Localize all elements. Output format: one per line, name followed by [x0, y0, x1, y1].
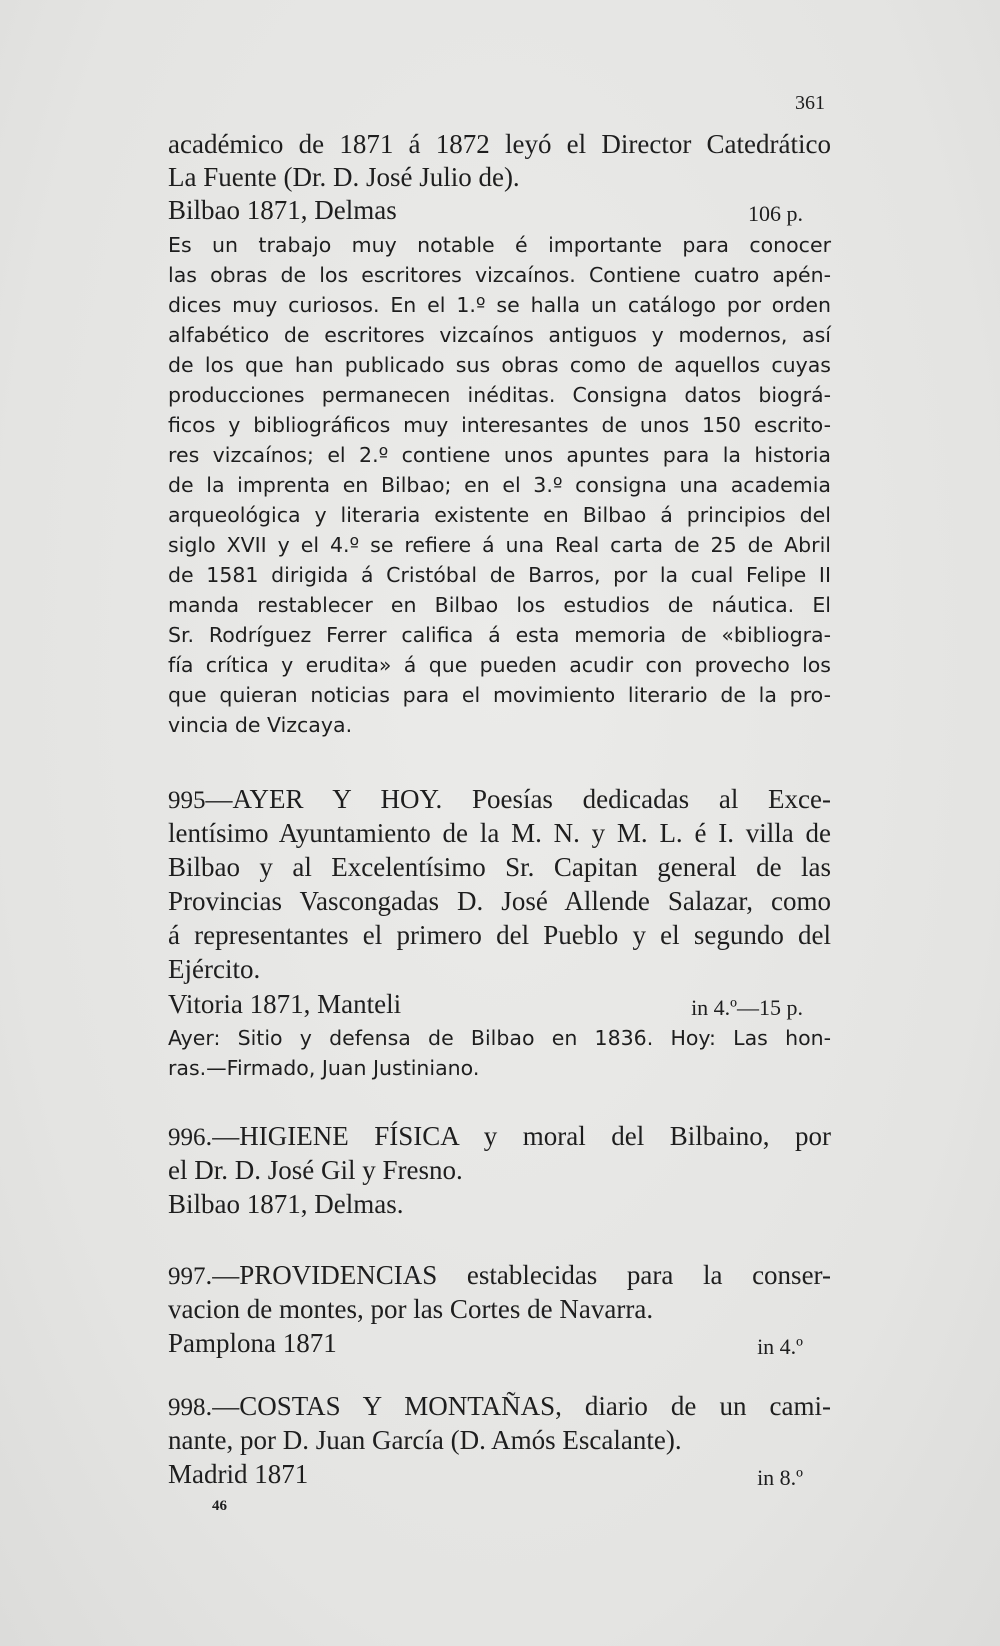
- entry-995-line: Bilbao y al Excelentísimo Sr. Capitan general de las: [168, 852, 831, 882]
- entry-number: 995: [168, 787, 206, 814]
- entry-995-note-line: Ayer: Sitio y defensa de Bilbao en 1836. Hoy: Las hon-: [168, 1026, 831, 1050]
- entry-title-text: .—COSTAS Y MONTAÑAS, diario de un cami-: [205, 1391, 831, 1421]
- entry-994-note-line: de los que han publicado sus obras como de aquellos cuyas: [168, 353, 831, 377]
- entry-997-line: vacion de montes, por las Cortes de Navarra.: [168, 1294, 654, 1324]
- entry-995-line: Ejército.: [168, 954, 261, 984]
- entry-998-heading: [168, 1390, 831, 1422]
- entry-995-note-line: ras.—Firmado, Juan Justiniano.: [168, 1056, 480, 1080]
- entry-994-note-line: de 1581 dirigida á Cristóbal de Barros, por la cual Felipe II: [168, 563, 831, 587]
- imprint-place-date: Bilbao 1871, Delmas: [168, 195, 397, 225]
- entry-994-note-line: producciones permanecen inéditas. Consigna datos biográ-: [168, 383, 831, 407]
- entry-998-line: nante, por D. Juan García (D. Amós Escalante).: [168, 1425, 682, 1455]
- entry-title-text: —AYER Y HOY. Poesías dedicadas al Exce-: [205, 784, 831, 814]
- entry-title-text: .—PROVIDENCIAS establecidas para la conser-: [205, 1260, 831, 1290]
- entry-994-note-line: las obras de los escritores vizcaínos. Contiene cuatro apén-: [168, 263, 831, 287]
- entry-994-line-2: La Fuente (Dr. D. José Julio de).: [168, 162, 520, 192]
- entry-996-line: el Dr. D. José Gil y Fresno.: [168, 1155, 463, 1185]
- entry-994-note-line: arqueológica y literaria existente en Bilbao á principios del: [168, 503, 831, 527]
- imprint-place-date: Madrid 1871: [168, 1459, 309, 1489]
- entry-998-imprint: [168, 1458, 831, 1490]
- entry-number: 998: [168, 1394, 206, 1421]
- entry-995-line: á representantes el primero del Pueblo y el segundo del: [168, 920, 831, 950]
- entry-994-note-line: siglo XVII y el 4.º se refiere á una Real carta de 25 de Abril: [168, 533, 831, 557]
- imprint-format: in 4.º—15 p.: [691, 995, 803, 1020]
- entry-994-note-line: manda restablecer en Bilbao los estudios de náutica. El: [168, 593, 831, 617]
- imprint-place-date: Vitoria 1871, Manteli: [168, 989, 402, 1019]
- entry-994-note-line: de la imprenta en Bilbao; en el 3.º consigna una academia: [168, 473, 831, 497]
- imprint-format: in 4.º: [757, 1334, 803, 1359]
- entry-994-note-line: Sr. Rodríguez Ferrer califica á esta memoria de «bibliogra-: [168, 623, 831, 647]
- entry-995-heading: [168, 783, 831, 815]
- entry-number: 996: [168, 1124, 206, 1151]
- entry-997-imprint: [168, 1327, 831, 1359]
- entry-994-note-line: Es un trabajo muy notable é importante para conocer: [168, 233, 831, 257]
- imprint-format: 106 p.: [748, 201, 803, 226]
- imprint-place-date: Pamplona 1871: [168, 1328, 337, 1358]
- entry-994-note-line: res vizcaínos; el 2.º contiene unos apuntes para la historia: [168, 443, 831, 467]
- entry-995-line: Provincias Vascongadas D. José Allende Salazar, como: [168, 886, 831, 916]
- entry-996-imprint: Bilbao 1871, Delmas.: [168, 1189, 404, 1219]
- entry-994-note-line: vincia de Vizcaya.: [168, 713, 353, 737]
- entry-996-heading: [168, 1120, 831, 1152]
- entry-994-line-1: académico de 1871 á 1872 leyó el Director Catedrático: [168, 129, 831, 159]
- entry-994-note-line: fía crítica y erudita» á que pueden acudir con provecho los: [168, 653, 831, 677]
- entry-997-heading: [168, 1259, 831, 1291]
- imprint-format: in 8.º: [757, 1465, 803, 1490]
- entry-995-imprint: [168, 988, 831, 1020]
- entry-number: 997: [168, 1263, 206, 1290]
- entry-994-note-line: dices muy curiosos. En el 1.º se halla un catálogo por orden: [168, 293, 831, 317]
- entry-994-note-line: que quieran noticias para el movimiento literario de la pro-: [168, 683, 831, 707]
- entry-994-note-line: alfabético de escritores vizcaínos antiguos y modernos, así: [168, 323, 831, 347]
- entry-994-note-line: ficos y bibliográficos muy interesantes de unos 150 escrito-: [168, 413, 831, 437]
- page-number: 361: [795, 92, 825, 114]
- entry-title-text: .—HIGIENE FÍSICA y moral del Bilbaino, por: [205, 1121, 831, 1151]
- printer-signature-mark: 46: [212, 1498, 227, 1514]
- entry-994-imprint: [168, 194, 831, 226]
- entry-995-line: lentísimo Ayuntamiento de la M. N. y M. L. é I. villa de: [168, 818, 831, 848]
